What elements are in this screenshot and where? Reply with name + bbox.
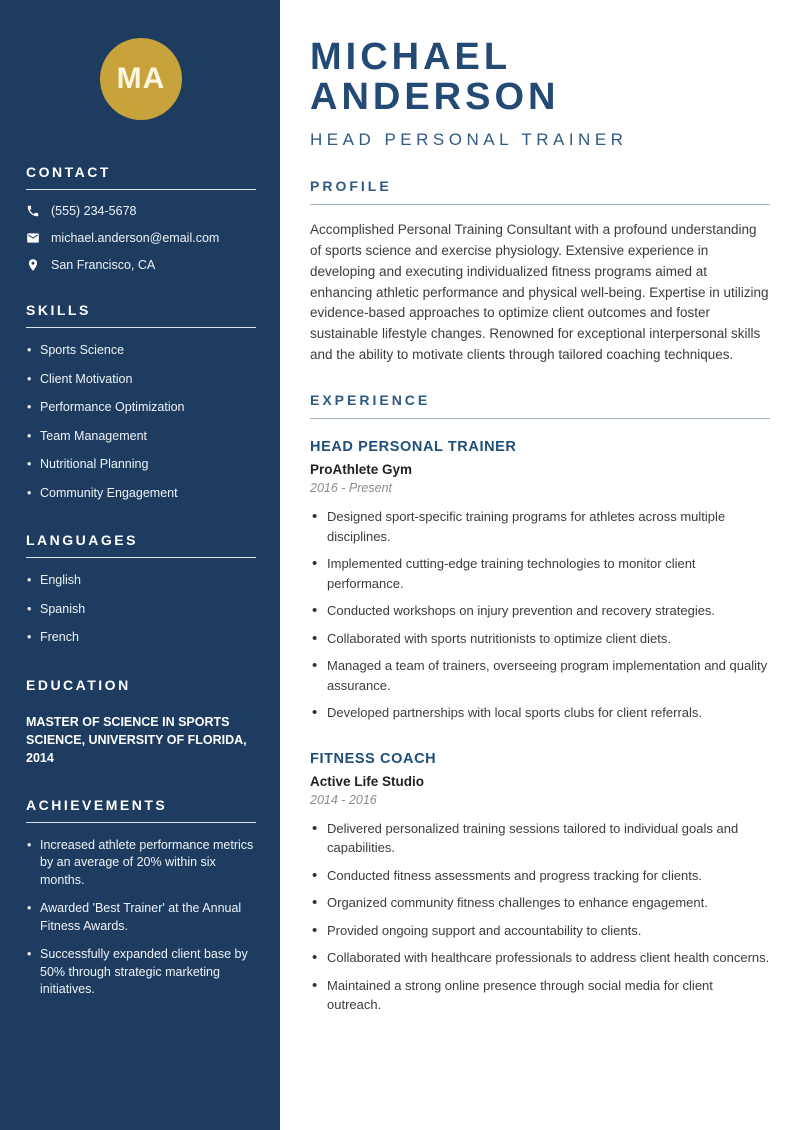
job-bullet-list bbox=[310, 819, 770, 1015]
job-dates: 2016 - Present bbox=[310, 481, 392, 496]
language-item: • English bbox=[26, 572, 256, 590]
languages-list bbox=[26, 572, 256, 647]
achievement-item: • Successfully expanded client base by 50% through strategic marketing initiatives. bbox=[26, 946, 256, 999]
languages-section bbox=[26, 532, 256, 647]
skill-item: • Team Management bbox=[26, 428, 256, 446]
experience-section bbox=[310, 392, 770, 1015]
page-title: MICHAEL ANDERSON bbox=[310, 36, 560, 118]
skill-item: • Nutritional Planning bbox=[26, 456, 256, 474]
job-role: FITNESS COACH bbox=[310, 750, 437, 767]
job-bullet: • Implemented cutting-edge training technologies to monitor client performance. bbox=[310, 554, 770, 593]
job-bullet: • Collaborated with healthcare professionals to address client health concerns. bbox=[310, 948, 770, 968]
contact-section bbox=[26, 164, 256, 272]
skill-item: • Performance Optimization bbox=[26, 399, 256, 417]
experience-heading: EXPERIENCE bbox=[310, 392, 770, 419]
sidebar bbox=[0, 0, 280, 1130]
language-item: • French bbox=[26, 629, 256, 647]
achievements-heading: ACHIEVEMENTS bbox=[26, 797, 256, 823]
location-icon bbox=[26, 258, 40, 272]
experience-job bbox=[310, 439, 770, 723]
email-icon bbox=[26, 231, 40, 245]
skills-heading: SKILLS bbox=[26, 302, 256, 328]
phone-icon bbox=[26, 204, 40, 218]
skills-section bbox=[26, 302, 256, 502]
achievements-section bbox=[26, 797, 256, 999]
education-heading: EDUCATION bbox=[26, 676, 131, 693]
job-bullet: • Delivered personalized training sessions tailored to individual goals and capabilities. bbox=[310, 819, 770, 858]
profile-section bbox=[310, 178, 770, 366]
skills-list bbox=[26, 342, 256, 502]
job-bullet: • Managed a team of trainers, overseeing program implementation and quality assurance. bbox=[310, 656, 770, 695]
education-text: MASTER OF SCIENCE IN SPORTS SCIENCE, UNIVERSITY OF FLORIDA, 2014 bbox=[26, 714, 247, 765]
profile-text: Accomplished Personal Training Consultant with a profound understanding of sports science and exercise physiology. Extensive experience in developing and executing individualized fitness programs aimed at enhancing athletic performance and physical well-being. Expertise in utilizing evidence-based approaches to optimize client outcomes and foster sustainable lifestyle changes. Renowned for exceptional interpersonal skills and the ability to motivate clients through tailored coaching techniques. bbox=[310, 221, 769, 363]
languages-heading: LANGUAGES bbox=[26, 532, 256, 558]
achievement-item: • Awarded 'Best Trainer' at the Annual Fitness Awards. bbox=[26, 900, 256, 935]
profile-heading: PROFILE bbox=[310, 178, 770, 205]
language-item: • Spanish bbox=[26, 601, 256, 619]
avatar bbox=[100, 38, 182, 120]
job-bullet: • Provided ongoing support and accountability to clients. bbox=[310, 921, 770, 941]
job-dates: 2014 - 2016 bbox=[310, 792, 377, 807]
skill-item: • Client Motivation bbox=[26, 371, 256, 389]
contact-phone: (555) 234-5678 bbox=[51, 204, 137, 218]
avatar-initials: MA bbox=[116, 62, 166, 95]
achievement-item: • Increased athlete performance metrics by an average of 20% within six months. bbox=[26, 837, 256, 890]
experience-job bbox=[310, 751, 770, 1015]
job-bullet: • Designed sport-specific training programs for athletes across multiple disciplines. bbox=[310, 507, 770, 546]
job-bullet: • Developed partnerships with local sports clubs for client referrals. bbox=[310, 703, 770, 723]
contact-row-email bbox=[26, 231, 256, 245]
contact-location: San Francisco, CA bbox=[51, 258, 156, 272]
job-bullet: • Organized community fitness challenges to enhance engagement. bbox=[310, 893, 770, 913]
contact-row-location bbox=[26, 258, 256, 272]
job-company: ProAthlete Gym bbox=[310, 462, 413, 478]
resume-main bbox=[280, 0, 800, 1130]
skill-item: • Community Engagement bbox=[26, 485, 256, 503]
job-bullet: • Maintained a strong online presence through social media for client outreach. bbox=[310, 976, 770, 1015]
contact-heading: CONTACT bbox=[26, 164, 256, 190]
skill-item: • Sports Science bbox=[26, 342, 256, 360]
job-title-subtitle: HEAD PERSONAL TRAINER bbox=[310, 129, 628, 149]
job-bullet: • Conducted fitness assessments and progress tracking for clients. bbox=[310, 866, 770, 886]
job-role: HEAD PERSONAL TRAINER bbox=[310, 439, 517, 456]
job-bullet: • Collaborated with sports nutritionists to optimize client diets. bbox=[310, 629, 770, 649]
achievements-list bbox=[26, 837, 256, 999]
contact-list bbox=[26, 204, 256, 272]
contact-email: michael.anderson@email.com bbox=[51, 231, 220, 245]
education-section bbox=[26, 677, 256, 767]
job-bullet: • Conducted workshops on injury prevention and recovery strategies. bbox=[310, 601, 770, 621]
job-company: Active Life Studio bbox=[310, 773, 425, 789]
job-bullet-list bbox=[310, 507, 770, 723]
contact-row-phone bbox=[26, 204, 256, 218]
